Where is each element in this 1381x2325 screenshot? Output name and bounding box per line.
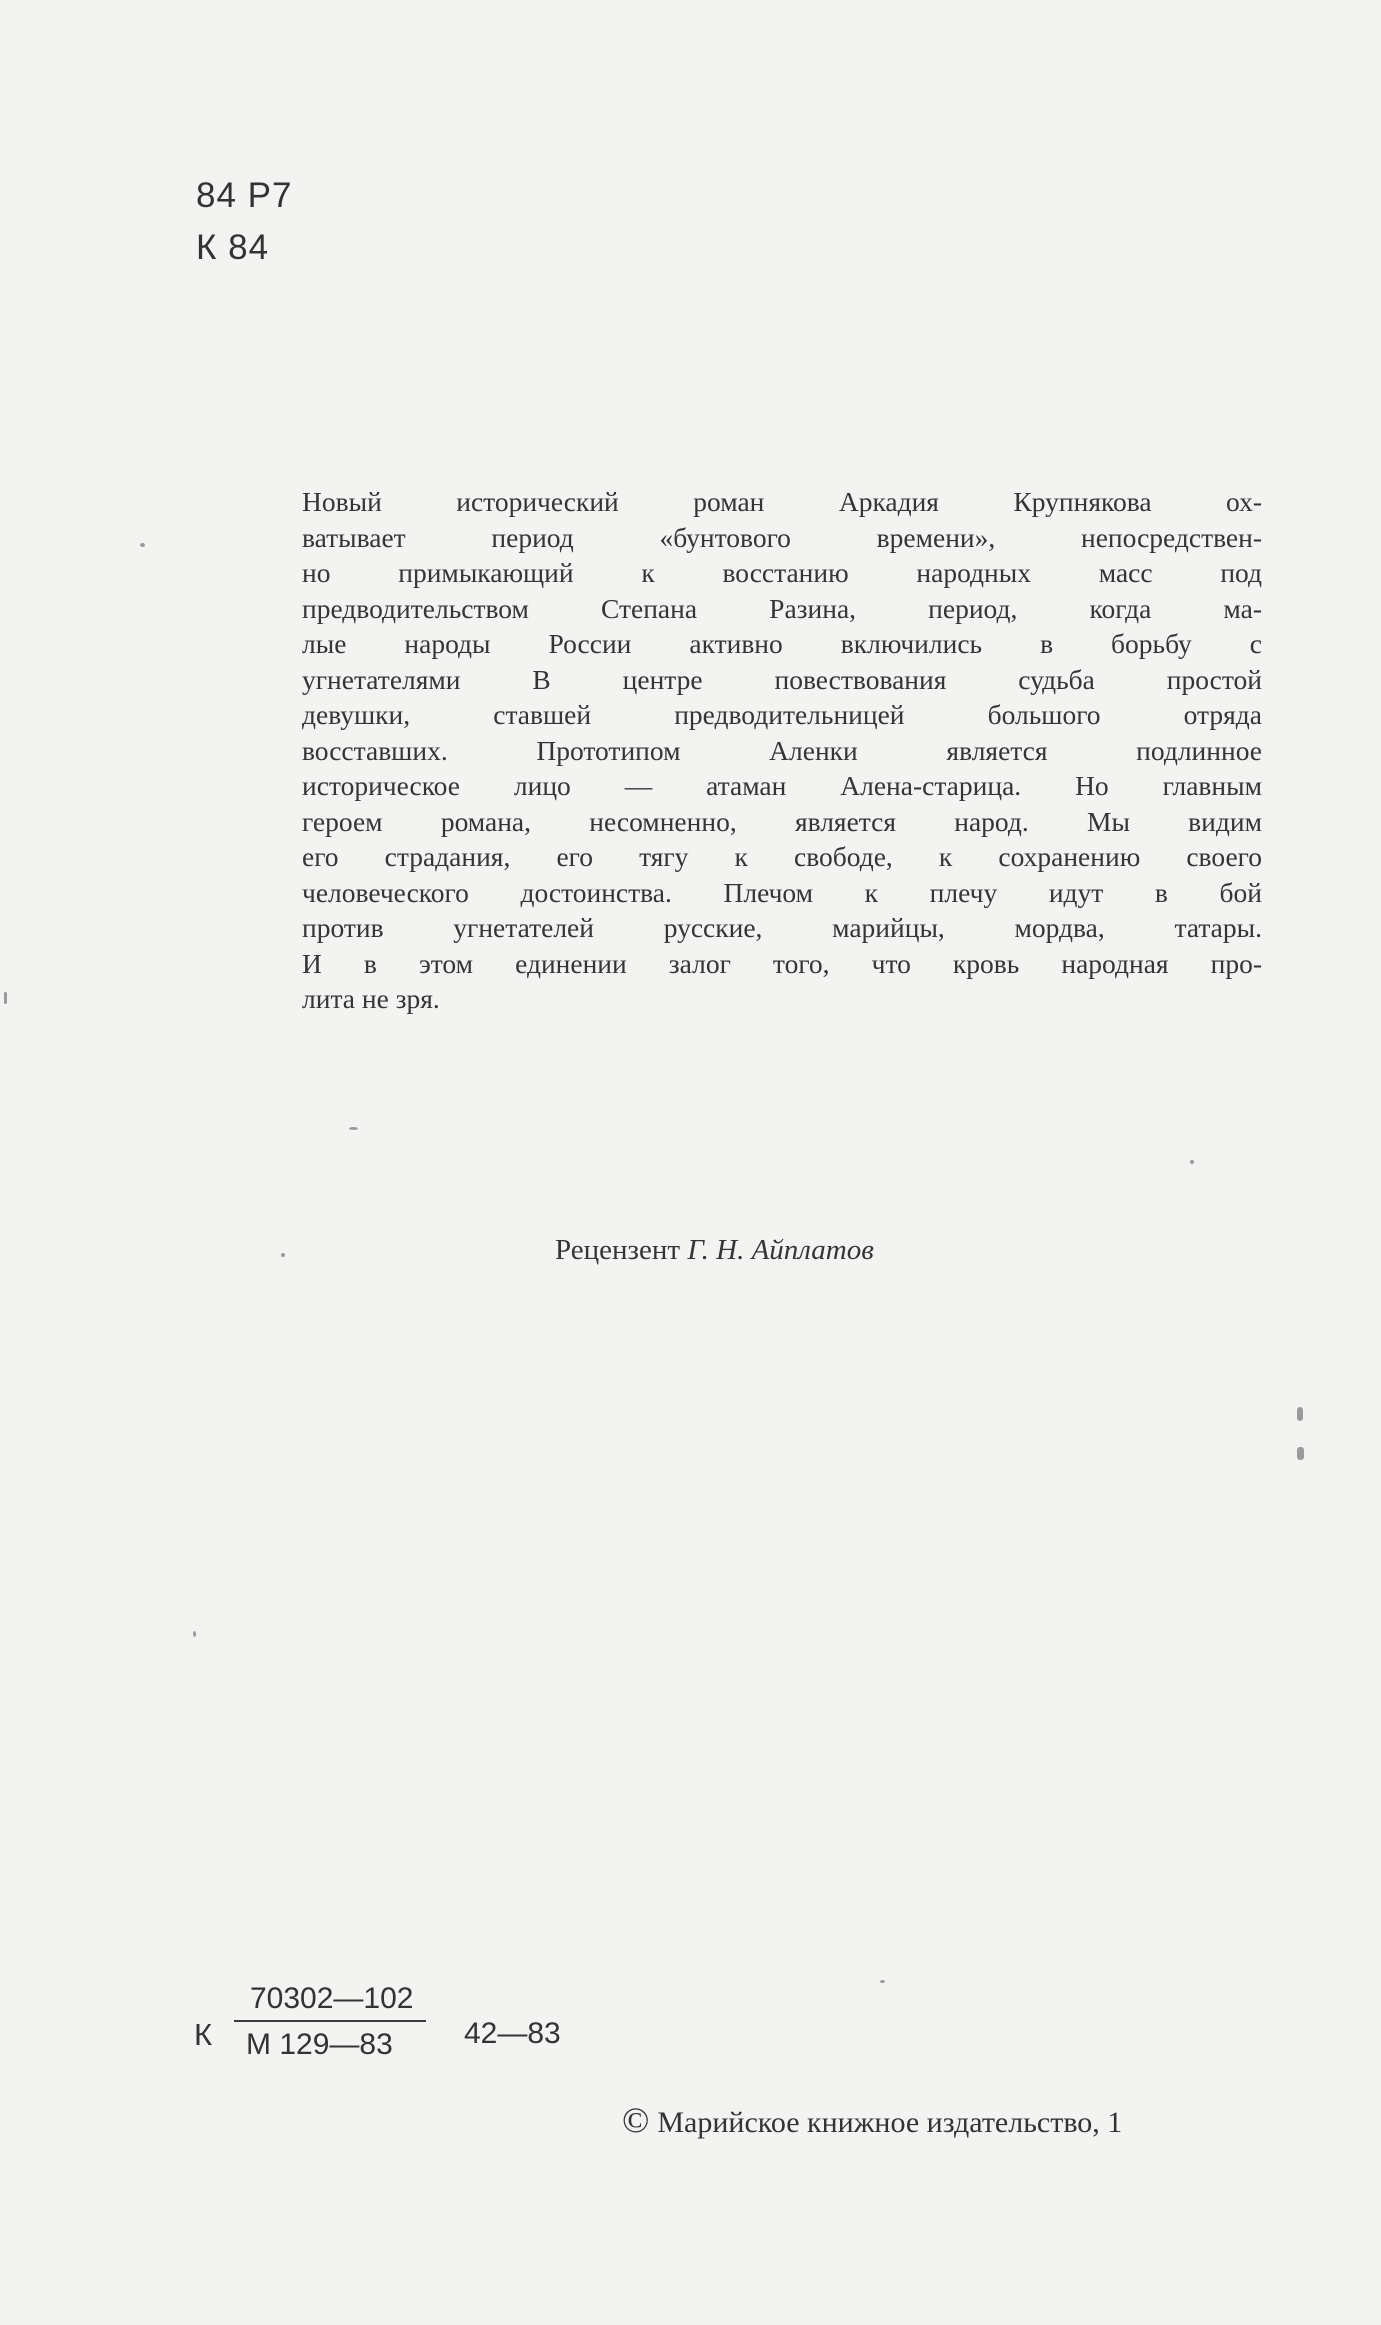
annotation-line: И в этом единении залог того, что кровь народная про-	[302, 947, 1262, 979]
index-numerator: 70302—102	[250, 1982, 414, 2015]
scan-speck	[349, 1127, 358, 1130]
fraction-bar	[234, 2020, 426, 2022]
annotation-line: девушки, ставшей предводительницей большого отряда	[302, 699, 1262, 730]
annotation-paragraph	[302, 484, 1262, 1017]
scan-speck	[1297, 1447, 1304, 1460]
scan-speck	[1190, 1160, 1194, 1164]
index-denominator: М 129—83	[246, 2028, 393, 2061]
annotation-line: его страдания, его тягу к свободе, к сохранению своего	[302, 841, 1262, 872]
scan-speck	[4, 992, 7, 1004]
author-sign: К 84	[196, 228, 270, 267]
scan-speck	[880, 1980, 885, 1983]
annotation-line: ватывает период «бунтового времени», непосредствен-	[302, 521, 1262, 553]
annotation-line: угнетателями В центре повествования судьба простой	[302, 663, 1262, 695]
index-suffix: 42—83	[464, 2017, 561, 2050]
scan-speck	[281, 1253, 285, 1257]
annotation-line: человеческого достоинства. Плечом к плечу идут в бой	[302, 876, 1262, 908]
copyright-text: Марийское книжное издательство, 1	[657, 2106, 1123, 2139]
index-letter: К	[194, 2017, 213, 2052]
annotation-line: против угнетателей русские, марийцы, мордва, татары.	[302, 912, 1262, 943]
copyright-icon: ©	[622, 2100, 650, 2140]
annotation-line: восставших. Прототипом Аленки является подлинное	[302, 734, 1262, 766]
annotation-line: героем романа, несомненно, является народ. Мы видим	[302, 805, 1262, 837]
reviewer-credit	[555, 1230, 874, 1270]
annotation-line: но примыкающий к восстанию народных масс под	[302, 557, 1262, 588]
scan-speck	[140, 543, 145, 547]
scan-speck	[1297, 1407, 1303, 1421]
index-fraction	[234, 1980, 434, 2064]
annotation-line: лита не зря.	[302, 983, 440, 1014]
annotation-line: историческое лицо — атаман Алена-старица. Но главным	[302, 770, 1262, 801]
reviewer-label: Рецензент	[555, 1234, 681, 1266]
annotation-line: лые народы России активно включились в борьбу с	[302, 628, 1262, 659]
classification-code: 84 Р7	[196, 176, 293, 215]
copyright-line	[622, 2098, 1122, 2145]
reviewer-name: Г. Н. Айплатов	[687, 1234, 874, 1266]
scan-speck	[193, 1631, 196, 1637]
annotation-line: предводительством Степана Разина, период, когда ма-	[302, 592, 1262, 624]
annotation-line: Новый исторический роман Аркадия Крупнякова ох-	[302, 486, 1262, 517]
